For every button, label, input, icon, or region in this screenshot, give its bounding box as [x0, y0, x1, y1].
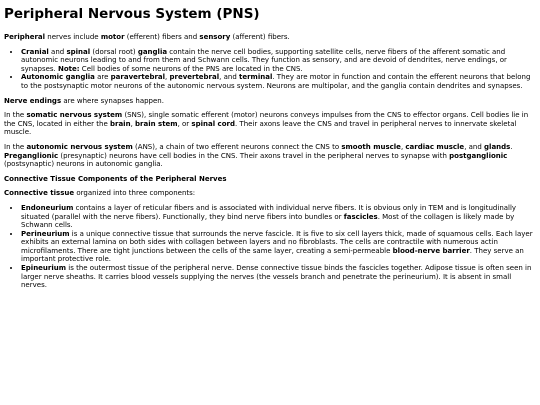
text-run: Cell bodies of some neurons of the PNS are located in the CNS.: [79, 64, 303, 73]
text-run: contain the nerve cell bodies, supporting satellite cells, nerve fibers of the afferent somatic and autonomic neurons leading to and from them and Schwann cells. They function as sensory, and are devoid of dendrites, nerve endings, or synapses.: [21, 47, 507, 73]
text-run: (afferent) fibers.: [230, 33, 290, 41]
text-run: (presynaptic) neurons have cell bodies in the CNS. Their axons travel in the peripheral nerves to synapse with: [58, 151, 450, 160]
bold-term: blood-nerve barrier: [392, 246, 470, 255]
bold-term: somatic nervous system: [26, 111, 123, 120]
text-run: ,: [400, 142, 406, 151]
bold-term: autonomic nervous system: [26, 142, 133, 151]
text-run: (ANS), a chain of two efferent neurons connect the CNS to: [132, 142, 342, 151]
nerve-endings-paragraph: [4, 97, 536, 106]
text-run: ,: [130, 119, 136, 128]
text-run: . They serve an important protective role.: [21, 246, 524, 264]
text-run: and: [48, 47, 67, 56]
list-item: [21, 48, 536, 74]
text-run: nerves include: [45, 33, 101, 41]
text-run: . They are motor in function and contain the efferent neurons that belong to the postsynaptic motor neurons of the autonomic nervous system. Neurons are multipolar, and the ganglia contain dendrites and synapses.: [21, 73, 531, 90]
bold-term: cardiac muscle: [405, 142, 465, 151]
bold-term: Note:: [58, 64, 80, 73]
text-run: (postsynaptic) neurons in autonomic ganglia.: [4, 160, 163, 169]
bold-term: paravertebral: [110, 73, 166, 82]
bold-term: brain stem: [135, 119, 178, 128]
bold-term: spinal: [66, 47, 91, 56]
bold-term: motor: [100, 33, 125, 41]
text-run: , or: [177, 119, 192, 128]
bold-term: ganglia: [137, 47, 168, 56]
text-run: are: [94, 73, 111, 82]
text-run: , and: [464, 142, 485, 151]
bold-term: postganglionic: [449, 151, 508, 160]
connective-tissue-intro: [4, 189, 536, 198]
ganglia-list: [4, 48, 536, 91]
bold-term: spinal cord: [191, 119, 235, 128]
ans-paragraph: [4, 143, 536, 169]
bold-term: Preganglionic: [4, 151, 59, 160]
text-run: (efferent) fibers and: [124, 33, 200, 41]
list-item: [21, 204, 536, 230]
text-run: , and: [219, 73, 239, 82]
text-run: .: [510, 142, 513, 151]
list-item: [21, 73, 536, 90]
text-run: ,: [165, 73, 170, 82]
text-run: . Most of the collagen is likely made by Schwann cells.: [21, 212, 515, 230]
connective-tissue-list: [4, 204, 536, 290]
sns-paragraph: [4, 111, 536, 137]
text-run: . Their axons leave the CNS and travel in peripheral nerves to innervate skeletal muscle.: [4, 119, 517, 137]
bold-term: terminal: [239, 73, 273, 82]
text-run: In the: [4, 142, 27, 151]
text-run: is the outermost tissue of the peripheral nerve. Dense connective tissue binds the fascicles together. Adipose tissue is often seen in larger nerve sheaths. It carries blood vessels supplying the nerves (the vessels branch and penetrate the perineurium). It is absent in small nerves.: [21, 264, 532, 290]
text-run: organized into three components:: [74, 189, 196, 198]
bold-term: brain: [109, 119, 131, 128]
bold-term: fascicles: [343, 212, 378, 221]
section-heading: Connective Tissue Components of the Peripheral Nerves: [4, 174, 227, 183]
text-run: is a unique connective tissue that surrounds the nerve fascicle. It is five to six cell layers thick, made of squamous cells. Each layer exhibits an external lamina on both sides with collagen between layers and no fibroblasts. The cells are contractile with numerous actin microfilaments. There are tight junctions between the cells of the same layer, creating a semi-permeable: [21, 229, 533, 255]
text-run: (SNS), single somatic efferent (motor) neurons conveys impulses from the CNS to effector organs. Cell bodies lie in the CNS, located in either the: [4, 111, 529, 128]
bold-term: glands: [484, 142, 511, 151]
text-run: (dorsal root): [90, 47, 138, 56]
text-run: contains a layer of reticular fibers and is associated with individual nerve fibers. It is obvious only in TEM and is longitudinally situated (parallel with the nerve fibers). Functionally, they bind nerve fibers into bundles or: [21, 203, 517, 221]
bold-term: Peripheral: [4, 33, 46, 41]
bold-term: Cranial: [21, 47, 49, 56]
bold-term: prevertebral: [169, 73, 220, 82]
list-item: [21, 264, 536, 290]
text-run: In the: [4, 111, 27, 120]
bold-term: smooth muscle: [341, 142, 401, 151]
bold-term: Perineurium: [21, 229, 70, 238]
page-title: Peripheral Nervous System (PNS): [4, 6, 260, 22]
bold-term: sensory: [199, 33, 231, 41]
bold-term: Connective tissue: [4, 189, 75, 198]
list-item: [21, 230, 536, 264]
bold-term: Autonomic ganglia: [21, 73, 95, 82]
text-run: are where synapses happen.: [61, 96, 164, 105]
bold-term: Endoneurium: [21, 203, 74, 212]
bold-term: Nerve endings: [4, 96, 62, 105]
bold-term: Epineurium: [21, 264, 67, 273]
intro-paragraph: [4, 33, 536, 42]
